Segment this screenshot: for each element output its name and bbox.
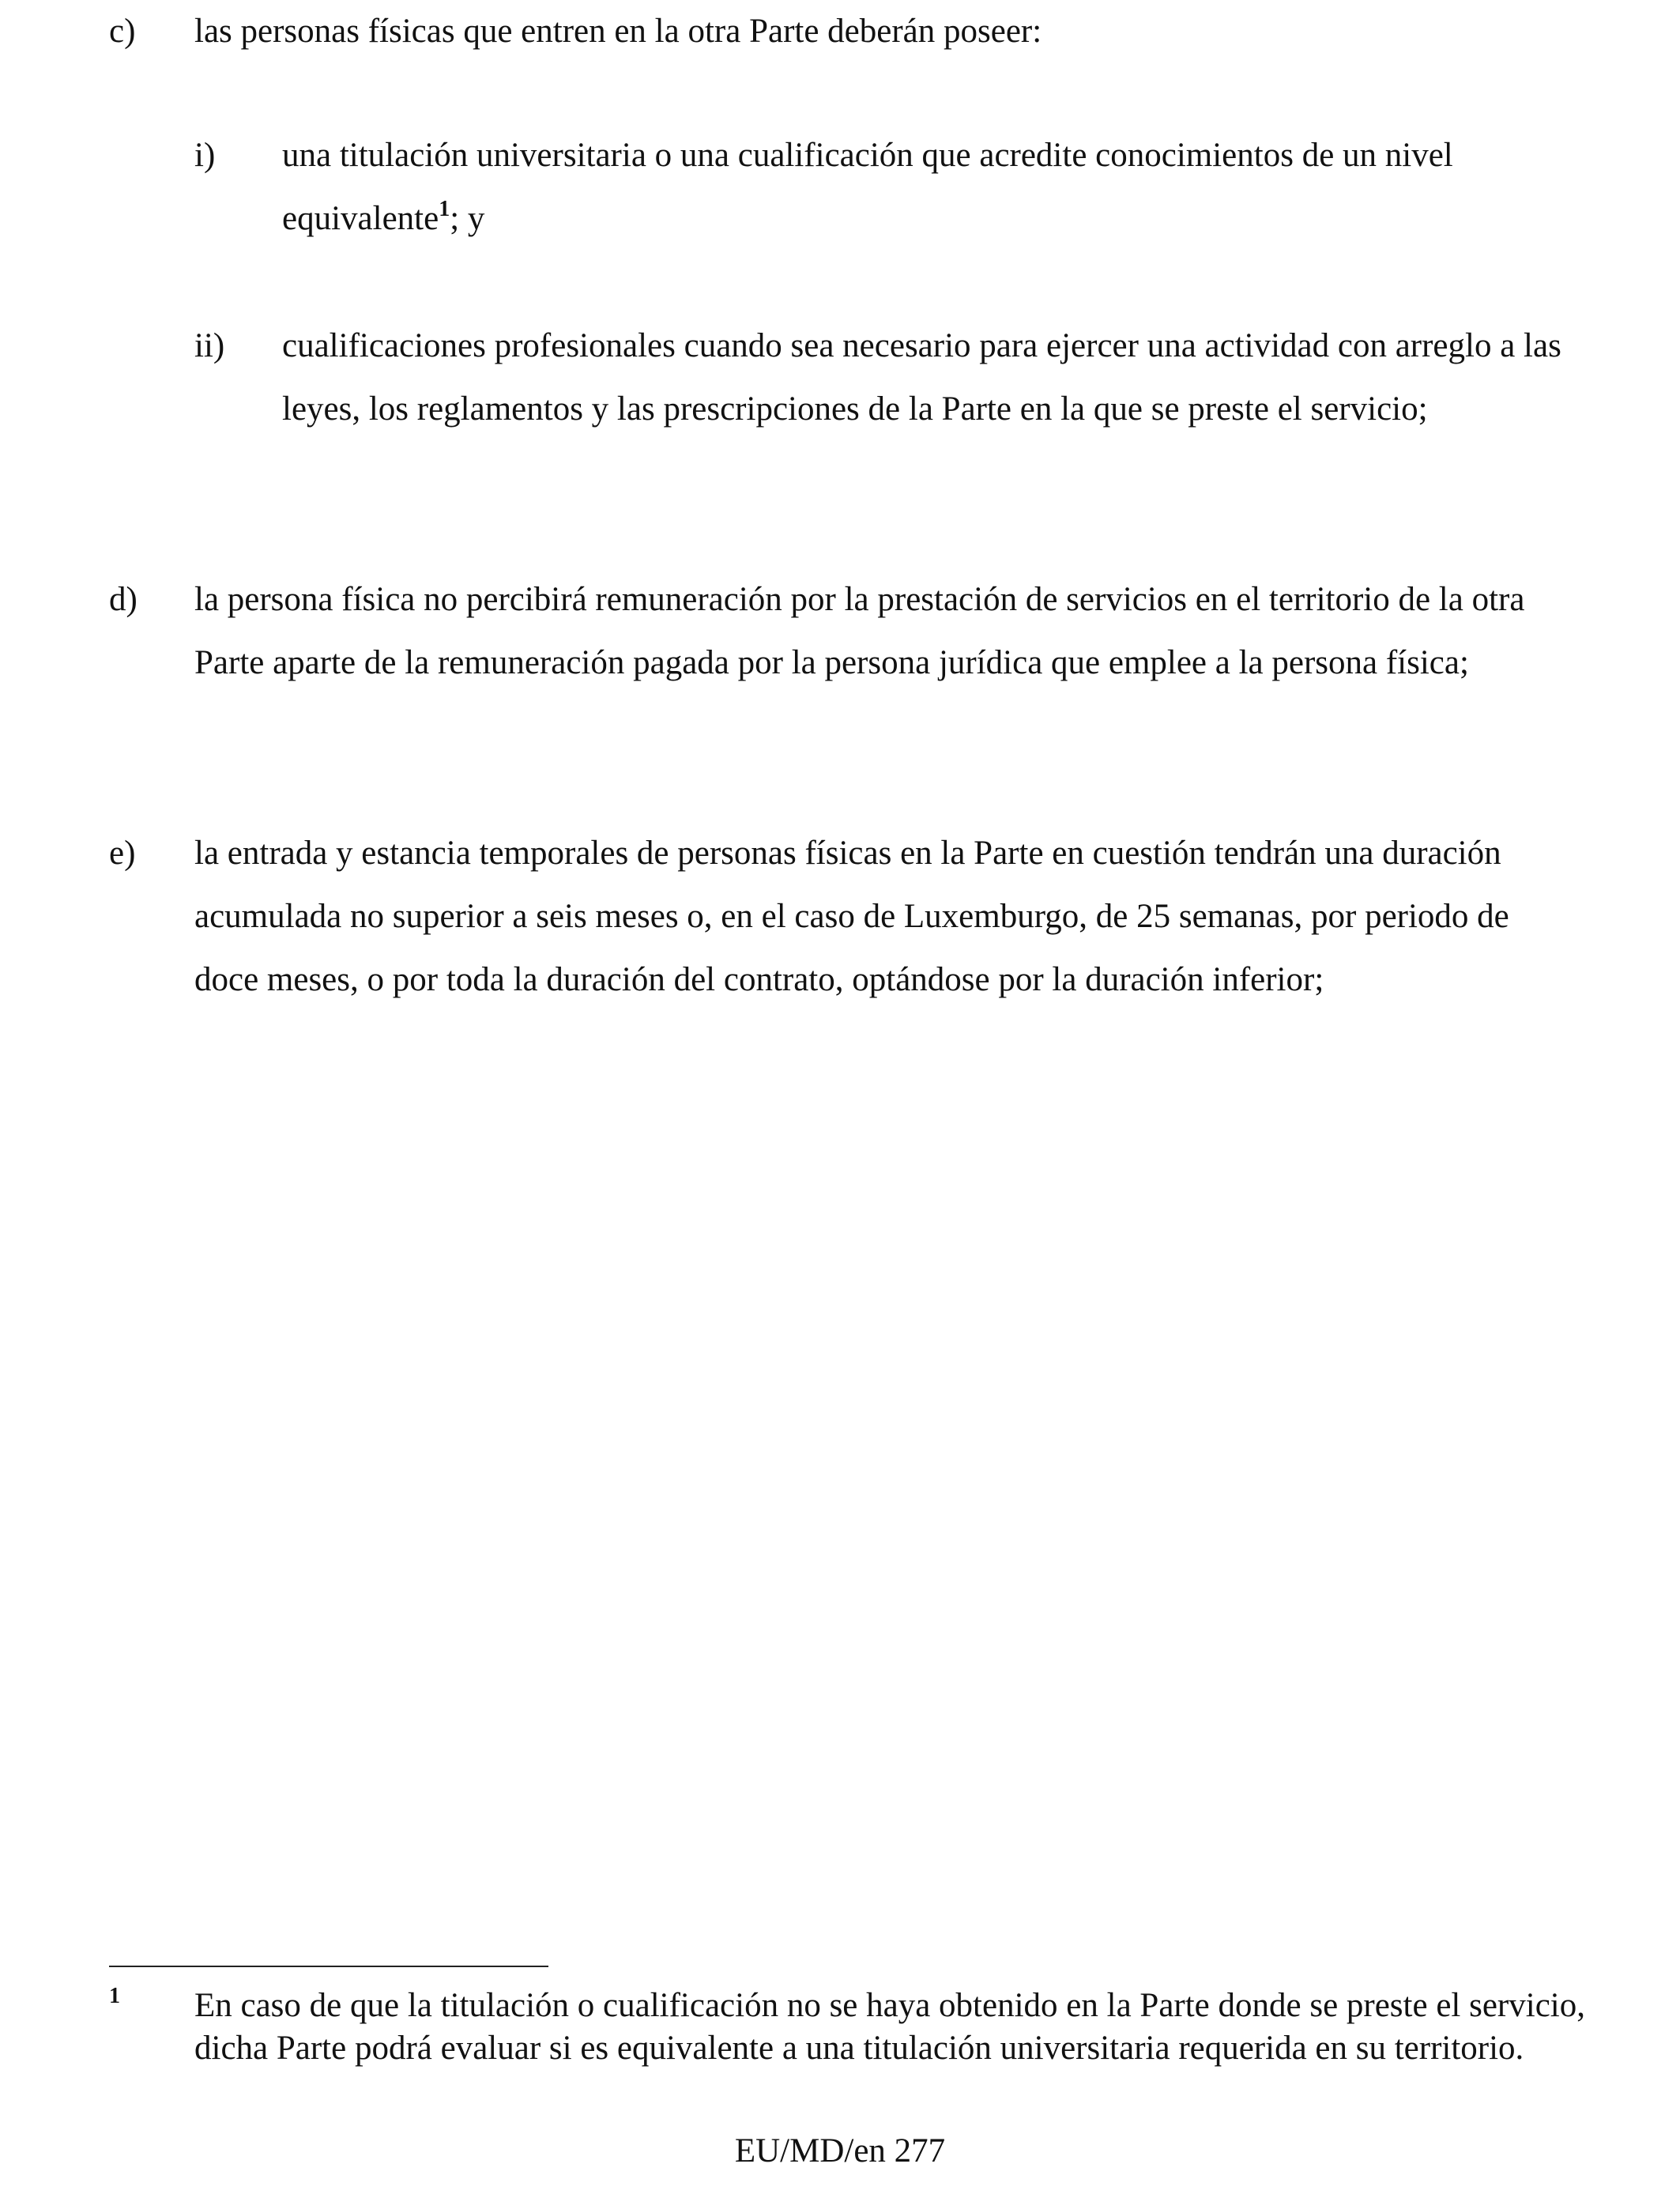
footnote-text: En caso de que la titulación o cualificación no se haya obtenido en la Parte donde se preste el servicio, dicha Parte podrá evaluar si es equivalente a una titulación universitaria requerida en su territorio. [194,1987,1585,2067]
item-c-i-text [282,124,1578,251]
page-reference: EU/MD/en 277 [734,2132,946,2169]
item-c-label: c) [109,13,136,50]
item-c-i-text-end: ; y [450,200,485,237]
item-e-text: la entrada y estancia temporales de personas físicas en la Parte en cuestión tendrán una duración acumulada no superior a seis meses o, en el caso de Luxemburgo, de 25 semanas, por periodo de doce meses, o por toda la duración del contrato, optándose por la duración inferior; [194,835,1509,998]
item-d-label: d) [109,581,137,618]
item-c-i-text-main: una titulación universitaria o una cualificación que acredite conocimientos de un nivel equivalente [282,137,1453,237]
item-c-text: las personas físicas que entren en la otra Parte deberán poseer: [194,13,1042,50]
footnote-reference: 1 [439,197,450,221]
footnote-mark: 1 [109,1984,120,2008]
item-c-ii-text: cualificaciones profesionales cuando sea necesario para ejercer una actividad con arreglo a las leyes, los reglamentos y las prescripciones de la Parte en la que se preste el servicio; [282,327,1561,428]
item-e-label: e) [109,835,136,872]
item-c-i-label: i) [194,137,216,174]
footnote-separator [109,1966,548,1967]
item-c-ii-label: ii) [194,327,225,364]
item-d-text: la persona física no percibirá remuneración por la prestación de servicios en el territorio de la otra Parte aparte de la remuneración pagada por la persona jurídica que emplee a la persona física; [194,581,1525,681]
